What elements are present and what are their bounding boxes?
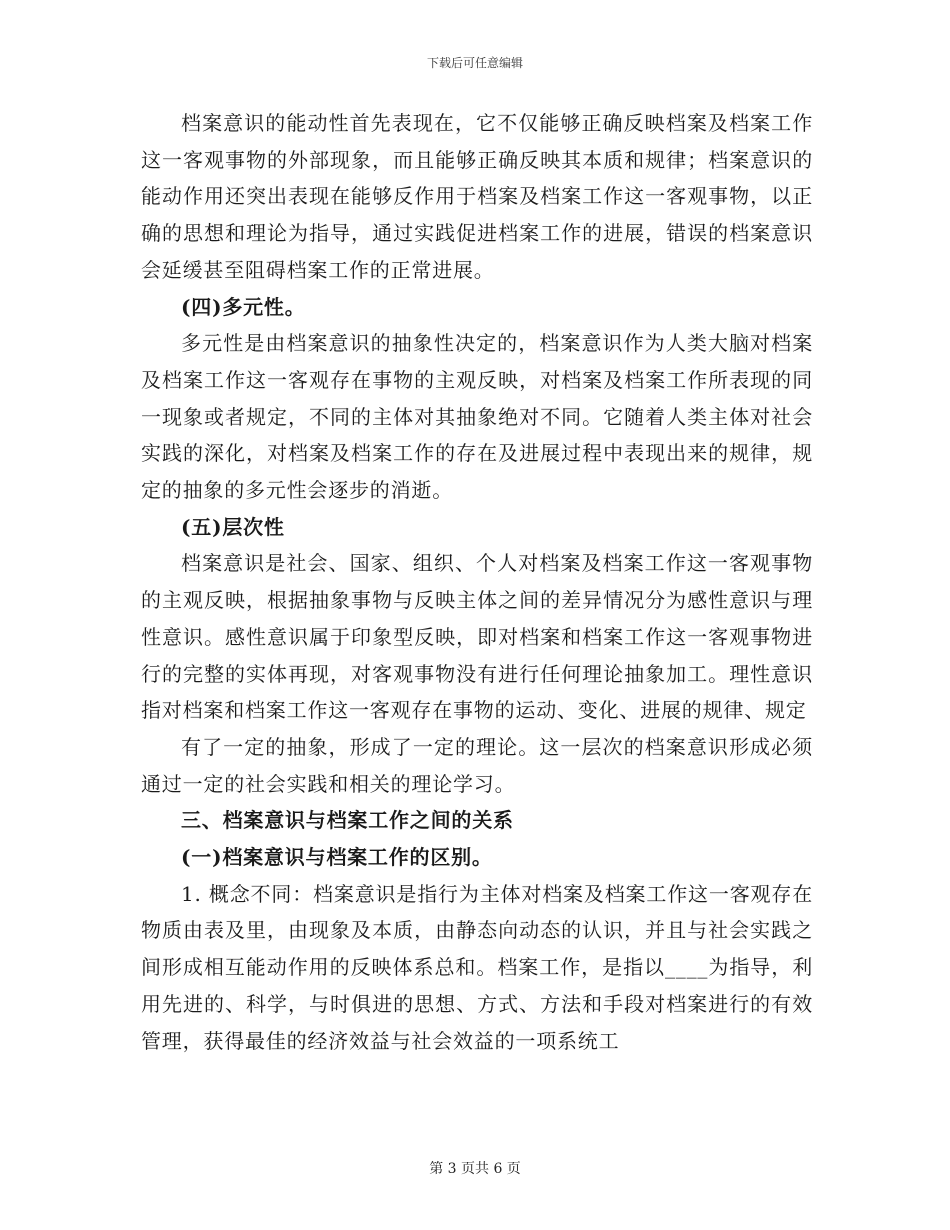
paragraph-hierarchy: 档案意识是社会、国家、组织、个人对档案及档案工作这一客观事物的主观反映，根据抽象事物与反映主体之间的差异情况分为感性意识与理性意识。感性意识属于印象型反映，即对档案和档案工作这一客观事物进行的完整的实体再现，对客观事物没有进行任何理论抽象加工。理性意识指对档案和档案工作这一客观存在事物的运动、变化、进展的规律、规定: [141, 551, 813, 723]
heading-relationship: 三、档案意识与档案工作之间的关系: [181, 808, 514, 833]
document-body: [141, 105, 813, 1059]
heading-difference: (一)档案意识与档案工作的区别。: [181, 845, 493, 870]
heading-hierarchy: (五)层次性: [181, 514, 285, 539]
paragraph-initiative: 档案意识的能动性首先表现在，它不仅能够正确反映档案及档案工作这一客观事物的外部现象，而且能够正确反映其本质和规律；档案意识的能动作用还突出表现在能够反作用于档案及档案工作这一客观事物，以正确的思想和理论为指导，通过实践促进档案工作的进展，错误的档案意识会延缓甚至阻碍档案工作的正常进展。: [141, 111, 813, 282]
paragraph-pluralism: 多元性是由档案意识的抽象性决定的，档案意识作为人类大脑对档案及档案工作这一客观存在事物的主观反映，对档案及档案工作所表现的同一现象或者规定，不同的主体对其抽象绝对不同。它随着人类主体对社会实践的深化，对档案及档案工作的存在及进展过程中表现出来的规律，规定的抽象的多元性会逐步的消逝。: [141, 331, 813, 503]
page-header-note: 下载后可任意编辑: [426, 56, 523, 70]
paragraph-concept-difference: 1. 概念不同：档案意识是指行为主体对档案及档案工作这一客观存在物质由表及里，由现象及本质，由静态向动态的认识，并且与社会实践之间形成相互能动作用的反映体系总和。档案工作，是指以____为指导，利用先进的、科学，与时俱进的思想、方式、方法和手段对档案进行的有效管理，获得最佳的经济效益与社会效益的一项系统工: [141, 881, 813, 1053]
paragraph-hierarchy-cont: 有了一定的抽象，形成了一定的理论。这一层次的档案意识形成必须通过一定的社会实践和相关的理论学习。: [141, 734, 813, 796]
page-number-footer: 第 3 页共 6 页: [429, 1161, 521, 1177]
heading-pluralism: (四)多元性。: [181, 294, 306, 319]
